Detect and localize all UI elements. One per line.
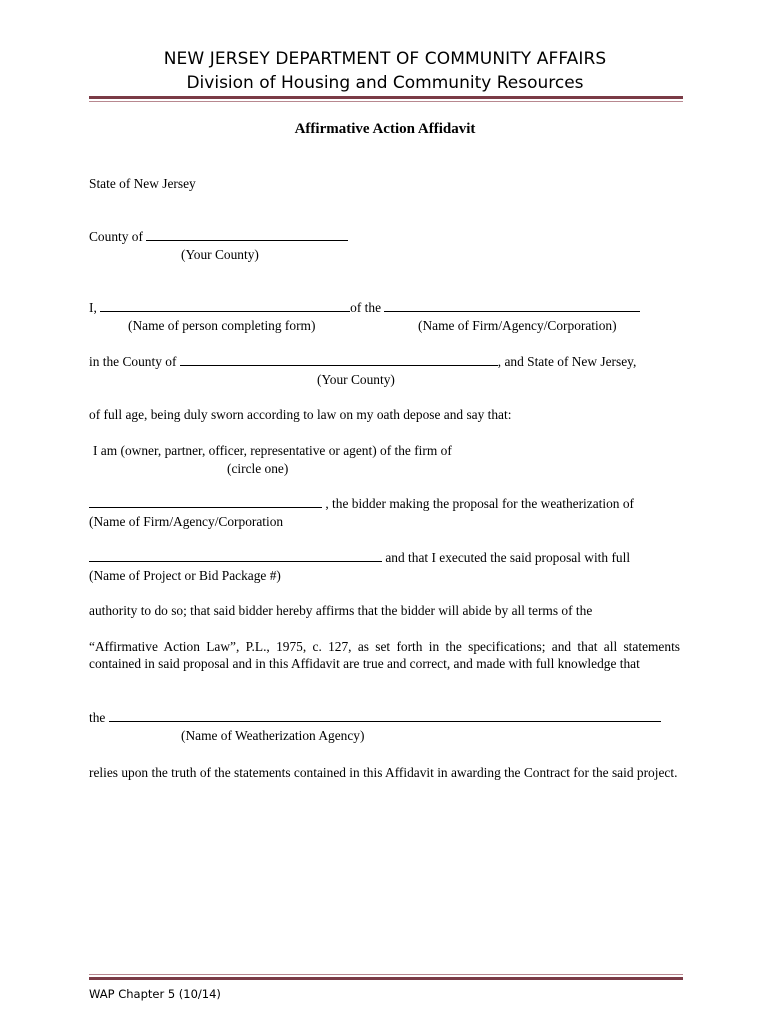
footer-text: WAP Chapter 5 (10/14) — [89, 987, 221, 1001]
firm-name-blank[interactable] — [384, 300, 640, 312]
division-header: Division of Housing and Community Resources — [186, 73, 584, 93]
agency-label: (Name of Weatherization Agency) — [181, 728, 365, 743]
county-blank[interactable] — [146, 229, 348, 241]
agency-line — [89, 710, 661, 726]
bidder-suffix: , the bidder making the proposal for the weatherization of — [325, 496, 634, 511]
bidder-line — [89, 496, 634, 512]
county-prefix: County of — [89, 229, 143, 244]
authority-line: authority to do so; that said bidder hereby affirms that the bidder will abide by all terms of the — [89, 603, 593, 618]
role-label: (circle one) — [227, 461, 289, 476]
firm-county-prefix: in the County of — [89, 354, 177, 369]
project-suffix: and that I executed the said proposal with full — [385, 550, 631, 565]
law-paragraph: “Affirmative Action Law”, P.L., 1975, c. 127, as set forth in the specifications; and that all statements contained in said proposal and in this Affidavit are true and correct, and made with full knowledge that — [89, 639, 680, 671]
agency-prefix: the — [89, 710, 106, 725]
person-label: (Name of person completing form) — [128, 318, 316, 333]
page-title: Affirmative Action Affidavit — [294, 121, 476, 137]
person-middle: of the — [350, 300, 382, 315]
department-header: NEW JERSEY DEPARTMENT OF COMMUNITY AFFAIRS — [163, 49, 607, 69]
state-line: State of New Jersey — [89, 176, 196, 191]
county-line — [89, 229, 348, 245]
project-blank[interactable] — [89, 550, 382, 562]
sworn-statement: of full age, being duly sworn according to law on my oath depose and say that: — [89, 407, 512, 422]
role-line: I am (owner, partner, officer, representative or agent) of the firm of — [93, 443, 452, 458]
person-prefix: I, — [89, 300, 97, 315]
person-name-blank[interactable] — [100, 300, 350, 312]
footer-rule-thin — [89, 974, 683, 975]
footer-rule — [89, 977, 683, 980]
project-line — [89, 550, 630, 566]
project-label: (Name of Project or Bid Package #) — [89, 568, 281, 583]
firm-county-suffix: , and State of New Jersey, — [497, 354, 637, 369]
person-line — [89, 300, 640, 316]
bidder-label: (Name of Firm/Agency/Corporation — [89, 514, 284, 529]
header-rule-thin — [89, 101, 683, 102]
firm-label: (Name of Firm/Agency/Corporation) — [418, 318, 617, 333]
agency-blank[interactable] — [109, 710, 661, 722]
firm-county-blank[interactable] — [180, 354, 498, 366]
relies-paragraph: relies upon the truth of the statements contained in this Affidavit in awarding the Contract for the said project. — [89, 765, 678, 780]
county-label: (Your County) — [181, 247, 259, 262]
header-rule — [89, 96, 683, 99]
bidder-firm-blank[interactable] — [89, 496, 322, 508]
firm-county-label: (Your County) — [317, 372, 395, 387]
firm-county-line — [89, 354, 636, 370]
